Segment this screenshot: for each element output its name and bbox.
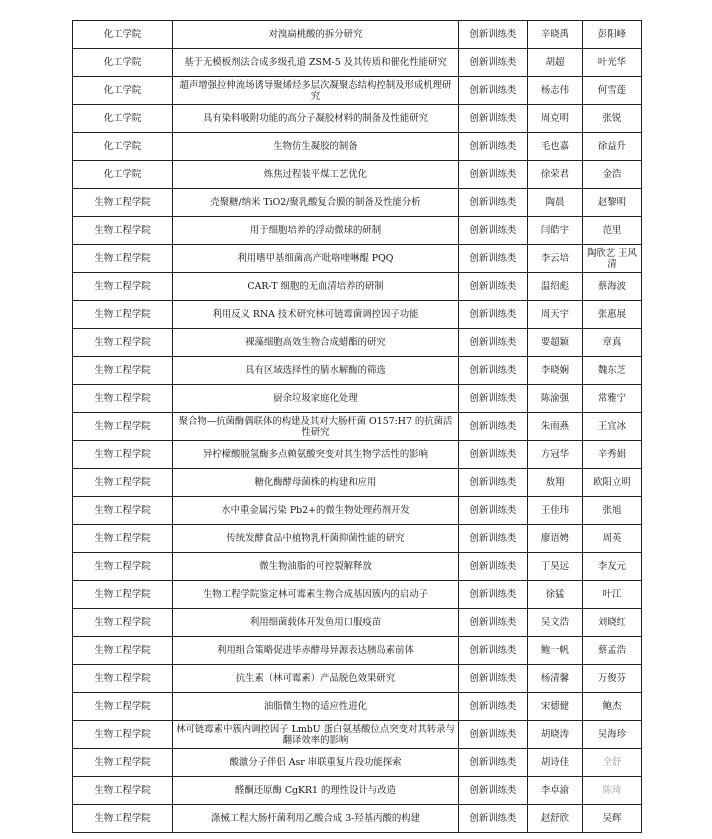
advisor-cell: 鲍杰 <box>583 693 642 721</box>
college-cell: 生物工程学院 <box>73 245 173 273</box>
project-type-cell: 创新训练类 <box>459 693 528 721</box>
leader-cell: 李晓娴 <box>528 357 583 385</box>
project-title-cell: 水中重金属污染 Pb2+的微生物处理药剂开发 <box>173 497 459 525</box>
advisor-cell: 叶光华 <box>583 49 642 77</box>
table-row <box>73 385 642 413</box>
college-cell: 化工学院 <box>73 161 173 189</box>
advisor-cell: 陈琦 <box>583 777 642 805</box>
project-title-cell: 油脂微生物的适应性进化 <box>173 693 459 721</box>
college-cell: 生物工程学院 <box>73 581 173 609</box>
table-row <box>73 217 642 245</box>
project-type-cell: 创新训练类 <box>459 133 528 161</box>
table-row <box>73 749 642 777</box>
advisor-cell: 范里 <box>583 217 642 245</box>
advisor-cell: 魏东芝 <box>583 357 642 385</box>
advisor-cell: 徐益升 <box>583 133 642 161</box>
leader-cell: 朱雨燕 <box>528 413 583 441</box>
table-row <box>73 805 642 833</box>
table-row <box>73 273 642 301</box>
project-type-cell: 创新训练类 <box>459 469 528 497</box>
project-type-cell: 创新训练类 <box>459 329 528 357</box>
college-cell: 生物工程学院 <box>73 357 173 385</box>
advisor-cell: 彭阳峰 <box>583 21 642 49</box>
project-table <box>72 20 642 833</box>
project-type-cell: 创新训练类 <box>459 273 528 301</box>
college-cell: 生物工程学院 <box>73 553 173 581</box>
leader-cell: 徐荣君 <box>528 161 583 189</box>
leader-cell: 徐猛 <box>528 581 583 609</box>
table-row <box>73 413 642 441</box>
college-cell: 生物工程学院 <box>73 665 173 693</box>
college-cell: 生物工程学院 <box>73 637 173 665</box>
project-type-cell: 创新训练类 <box>459 721 528 749</box>
project-type-cell: 创新训练类 <box>459 161 528 189</box>
project-type-cell: 创新训练类 <box>459 217 528 245</box>
advisor-cell: 辛秀娟 <box>583 441 642 469</box>
college-cell: 生物工程学院 <box>73 189 173 217</box>
project-title-cell: 超声增强拉伸流场诱导聚烯烃多层次凝聚态结构控制及形成机理研究 <box>173 77 459 105</box>
project-type-cell: 创新训练类 <box>459 553 528 581</box>
table-row <box>73 525 642 553</box>
table-row <box>73 357 642 385</box>
project-type-cell: 创新训练类 <box>459 581 528 609</box>
leader-cell: 胡超 <box>528 49 583 77</box>
table-row <box>73 301 642 329</box>
leader-cell: 鲍一帆 <box>528 637 583 665</box>
project-title-cell: 生物仿生凝胶的制备 <box>173 133 459 161</box>
leader-cell: 闫皓宇 <box>528 217 583 245</box>
project-title-cell: 基于无模板剂法合成多级孔道 ZSM-5 及其传质和催化性能研究 <box>173 49 459 77</box>
college-cell: 生物工程学院 <box>73 217 173 245</box>
table-row <box>73 469 642 497</box>
project-type-cell: 创新训练类 <box>459 665 528 693</box>
table-row <box>73 581 642 609</box>
college-cell: 化工学院 <box>73 49 173 77</box>
table-row <box>73 553 642 581</box>
advisor-cell: 吴海珍 <box>583 721 642 749</box>
advisor-cell: 常雅宁 <box>583 385 642 413</box>
college-cell: 化工学院 <box>73 105 173 133</box>
advisor-cell: 全舒 <box>583 749 642 777</box>
project-title-cell: 利用细菌载体开发鱼用口服疫苗 <box>173 609 459 637</box>
college-cell: 生物工程学院 <box>73 497 173 525</box>
leader-cell: 毛也嘉 <box>528 133 583 161</box>
leader-cell: 赵舒欣 <box>528 805 583 833</box>
advisor-cell: 王宜冰 <box>583 413 642 441</box>
college-cell: 生物工程学院 <box>73 693 173 721</box>
table-row <box>73 189 642 217</box>
leader-cell: 周天宇 <box>528 301 583 329</box>
college-cell: 生物工程学院 <box>73 413 173 441</box>
advisor-cell: 章真 <box>583 329 642 357</box>
project-title-cell: 聚合物—抗菌酶偶联体的构建及其对大肠杆菌 O157:H7 的抗菌活性研究 <box>173 413 459 441</box>
college-cell: 化工学院 <box>73 21 173 49</box>
project-type-cell: 创新训练类 <box>459 413 528 441</box>
table-row <box>73 665 642 693</box>
table-row <box>73 637 642 665</box>
leader-cell: 敖翔 <box>528 469 583 497</box>
project-title-cell: 裸藻细胞高效生物合成蜡酯的研究 <box>173 329 459 357</box>
project-type-cell: 创新训练类 <box>459 609 528 637</box>
college-cell: 生物工程学院 <box>73 441 173 469</box>
advisor-cell: 刘晓红 <box>583 609 642 637</box>
leader-cell: 周克明 <box>528 105 583 133</box>
project-title-cell: 壳聚糖/纳米 TiO2/聚乳酸复合膜的制备及性能分析 <box>173 189 459 217</box>
college-cell: 生物工程学院 <box>73 301 173 329</box>
college-cell: 生物工程学院 <box>73 385 173 413</box>
project-title-cell: 生物工程学院鉴定林可霉素生物合成基因簇内的启动子 <box>173 581 459 609</box>
college-cell: 生物工程学院 <box>73 749 173 777</box>
advisor-cell: 张惠展 <box>583 301 642 329</box>
project-type-cell: 创新训练类 <box>459 245 528 273</box>
leader-cell: 吴文浩 <box>528 609 583 637</box>
project-title-cell: 对溴扁桃酸的拆分研究 <box>173 21 459 49</box>
project-title-cell: 微生物油脂的可控裂解释放 <box>173 553 459 581</box>
table-row <box>73 497 642 525</box>
college-cell: 生物工程学院 <box>73 329 173 357</box>
advisor-cell: 周英 <box>583 525 642 553</box>
project-title-cell: 具有区域选择性的腈水解酶的筛选 <box>173 357 459 385</box>
table-row <box>73 21 642 49</box>
project-type-cell: 创新训练类 <box>459 749 528 777</box>
project-title-cell: 具有染料吸附功能的高分子凝胶材料的制备及性能研究 <box>173 105 459 133</box>
leader-cell: 王佳玮 <box>528 497 583 525</box>
project-type-cell: 创新训练类 <box>459 189 528 217</box>
table-row <box>73 721 642 749</box>
project-title-cell: 糖化酶酵母菌株的构建和应用 <box>173 469 459 497</box>
leader-cell: 陈渝强 <box>528 385 583 413</box>
leader-cell: 陶晨 <box>528 189 583 217</box>
advisor-cell: 吴辉 <box>583 805 642 833</box>
project-title-cell: 炼焦过程装平煤工艺优化 <box>173 161 459 189</box>
project-title-cell: 异柠檬酸脱氢酶多点赖氨酸突变对其生物学活性的影响 <box>173 441 459 469</box>
project-title-cell: 醛酮还原酶 CgKR1 的理性设计与改造 <box>173 777 459 805</box>
advisor-cell: 蔡海波 <box>583 273 642 301</box>
project-title-cell: 酸激分子伴侣 Asr 串联重复片段功能探索 <box>173 749 459 777</box>
table-row <box>73 693 642 721</box>
advisor-cell: 何雪莲 <box>583 77 642 105</box>
college-cell: 生物工程学院 <box>73 777 173 805</box>
project-type-cell: 创新训练类 <box>459 805 528 833</box>
leader-cell: 杨清馨 <box>528 665 583 693</box>
project-type-cell: 创新训练类 <box>459 21 528 49</box>
leader-cell: 要超颖 <box>528 329 583 357</box>
table-row <box>73 49 642 77</box>
project-type-cell: 创新训练类 <box>459 777 528 805</box>
advisor-cell: 赵黎明 <box>583 189 642 217</box>
project-title-cell: 厨余垃圾家庭化处理 <box>173 385 459 413</box>
table-row <box>73 245 642 273</box>
project-title-cell: 抗生素（林可霉素）产品脱色效果研究 <box>173 665 459 693</box>
project-type-cell: 创新训练类 <box>459 49 528 77</box>
project-title-cell: 利用反义 RNA 技术研究林可链霉菌调控因子功能 <box>173 301 459 329</box>
college-cell: 生物工程学院 <box>73 721 173 749</box>
college-cell: 生物工程学院 <box>73 469 173 497</box>
college-cell: 生物工程学院 <box>73 525 173 553</box>
table-row <box>73 105 642 133</box>
advisor-cell: 万俊芬 <box>583 665 642 693</box>
project-title-cell: 用于细胞培养的浮动微球的研制 <box>173 217 459 245</box>
advisor-cell: 陶欣艺 王风清 <box>583 245 642 273</box>
project-title-cell: 利用嗜甲基细菌高产吡咯喹啉醌 PQQ <box>173 245 459 273</box>
table-row <box>73 329 642 357</box>
project-type-cell: 创新训练类 <box>459 441 528 469</box>
advisor-cell: 欧阳立明 <box>583 469 642 497</box>
leader-cell: 廖语娉 <box>528 525 583 553</box>
leader-cell: 杨志伟 <box>528 77 583 105</box>
leader-cell: 胡晓涛 <box>528 721 583 749</box>
college-cell: 化工学院 <box>73 77 173 105</box>
project-title-cell: 传统发酵食品中植物乳杆菌抑菌性能的研究 <box>173 525 459 553</box>
leader-cell: 辛晓禹 <box>528 21 583 49</box>
leader-cell: 温绍彪 <box>528 273 583 301</box>
leader-cell: 方冠华 <box>528 441 583 469</box>
advisor-cell: 张旭 <box>583 497 642 525</box>
leader-cell: 丁昊远 <box>528 553 583 581</box>
table-row <box>73 777 642 805</box>
advisor-cell: 张锐 <box>583 105 642 133</box>
advisor-cell: 蔡孟浩 <box>583 637 642 665</box>
advisor-cell: 叶江 <box>583 581 642 609</box>
project-type-cell: 创新训练类 <box>459 637 528 665</box>
project-title-cell: 林可链霉素中簇内调控因子 LmbU 蛋白氨基酸位点突变对其转录与翻译效率的影响 <box>173 721 459 749</box>
college-cell: 生物工程学院 <box>73 609 173 637</box>
project-type-cell: 创新训练类 <box>459 525 528 553</box>
table-row <box>73 133 642 161</box>
table-row <box>73 441 642 469</box>
college-cell: 生物工程学院 <box>73 273 173 301</box>
project-type-cell: 创新训练类 <box>459 105 528 133</box>
project-title-cell: 涤械工程大肠杆菌利用乙酸合成 3-羟基丙酸的构建 <box>173 805 459 833</box>
table-row <box>73 609 642 637</box>
college-cell: 生物工程学院 <box>73 805 173 833</box>
project-title-cell: CAR-T 细胞的无血清培养的研制 <box>173 273 459 301</box>
advisor-cell: 金浩 <box>583 161 642 189</box>
project-type-cell: 创新训练类 <box>459 385 528 413</box>
leader-cell: 宋德健 <box>528 693 583 721</box>
leader-cell: 李卓渝 <box>528 777 583 805</box>
advisor-cell: 李友元 <box>583 553 642 581</box>
project-type-cell: 创新训练类 <box>459 497 528 525</box>
project-type-cell: 创新训练类 <box>459 357 528 385</box>
project-type-cell: 创新训练类 <box>459 77 528 105</box>
leader-cell: 李云培 <box>528 245 583 273</box>
college-cell: 化工学院 <box>73 133 173 161</box>
table-row <box>73 77 642 105</box>
leader-cell: 胡诗佳 <box>528 749 583 777</box>
table-row <box>73 161 642 189</box>
project-type-cell: 创新训练类 <box>459 301 528 329</box>
project-title-cell: 利用组合策略促进毕赤酵母异源表达胰岛素前体 <box>173 637 459 665</box>
